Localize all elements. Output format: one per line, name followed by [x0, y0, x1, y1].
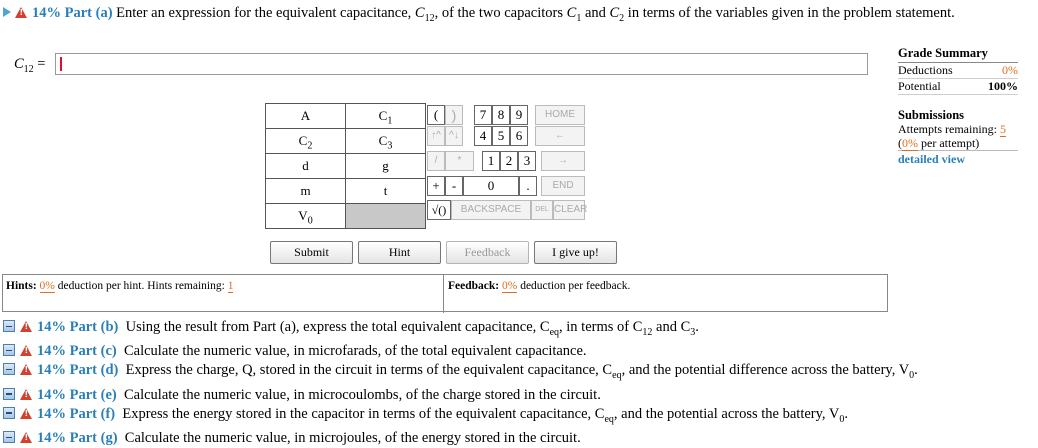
var-c2-key[interactable]: $C_2$ — [266, 129, 345, 153]
open-paren-key[interactable]: ( — [427, 105, 445, 125]
submissions-title: Submissions — [898, 108, 965, 122]
feedback-button[interactable]: Feedback — [446, 241, 529, 264]
key-1[interactable]: 1 — [482, 151, 500, 171]
collapse-box-icon[interactable] — [3, 431, 15, 443]
warning-icon — [20, 364, 32, 375]
plus-key[interactable]: + — [427, 176, 445, 196]
divide-key[interactable]: / — [427, 151, 445, 171]
part-d-row[interactable]: !14% Part (d) Express the charge, Q, stored in the circuit in terms of the equivalent capacitance, $C_{eq}$, and the potential difference across the battery, $V_0$. — [3, 361, 1033, 385]
potential-label: Potential — [898, 79, 941, 93]
c1-subscript: 1 — [576, 12, 582, 24]
part-a-label: Part (a) — [64, 5, 113, 21]
per-attempt-value: 0% — [902, 136, 918, 150]
other-parts-list — [3, 318, 1033, 448]
var-t-key[interactable]: t — [346, 179, 425, 203]
potential-row — [898, 79, 1018, 95]
feedback-text: deduction per feedback. — [520, 280, 631, 292]
warning-icon — [20, 345, 32, 356]
warning-icon — [15, 7, 27, 18]
var-m-key[interactable]: m — [266, 179, 345, 203]
var-v0-key[interactable]: $V_0$ — [266, 204, 345, 228]
key-8[interactable]: 8 — [492, 105, 510, 125]
part-a-text-2: , of the two capacitors — [434, 5, 564, 21]
answer-label-subscript: 12 — [23, 63, 34, 75]
answer-input[interactable] — [55, 53, 868, 75]
answer-label-symbol: C — [14, 56, 24, 72]
grade-summary — [898, 46, 1018, 95]
deductions-value: 0% — [1002, 63, 1018, 77]
sqrt-key[interactable]: √() — [427, 200, 451, 220]
part-a-text-1: Enter an expression for the equivalent capacitance, — [116, 5, 412, 21]
key-7[interactable]: 7 — [474, 105, 492, 125]
warning-icon — [20, 432, 32, 443]
clear-key[interactable]: CLEAR — [553, 200, 585, 220]
grade-summary-title: Grade Summary — [898, 46, 1018, 63]
del-key[interactable]: DEL — [531, 200, 553, 220]
minus-key[interactable]: - — [445, 176, 463, 196]
submit-button[interactable]: Submit — [270, 241, 353, 264]
key-5[interactable]: 5 — [492, 126, 510, 146]
part-f-row[interactable]: !14% Part (f) Express the energy stored in the capacitor in terms of the equivalent capacitance, $C_{eq}$, and the potential across the battery, $V_0$. — [3, 405, 1033, 429]
attempts-label: Attempts remaining: — [898, 122, 997, 136]
left-arrow-icon[interactable]: ← — [535, 126, 585, 146]
collapse-box-icon[interactable] — [3, 344, 15, 356]
collapse-box-icon[interactable] — [3, 363, 15, 375]
give-up-button[interactable]: I give up! — [534, 241, 617, 264]
collapse-box-icon[interactable] — [3, 320, 15, 332]
key-0[interactable]: 0 — [463, 176, 519, 196]
var-c1-key[interactable]: $C_1$ — [346, 104, 425, 128]
close-paren-key[interactable]: ) — [445, 105, 463, 125]
per-attempt-text: per attempt) — [918, 136, 980, 150]
warning-icon — [20, 408, 32, 419]
divider — [443, 275, 444, 313]
hints-label: Hints: — [6, 280, 37, 292]
feedback-deduction: 0% — [501, 280, 518, 292]
feedback-info — [448, 280, 630, 292]
caret-up-key[interactable]: ↑^ — [427, 126, 445, 146]
part-a-header — [3, 4, 1033, 28]
hint-button[interactable]: Hint — [358, 241, 441, 264]
multiply-key[interactable]: * — [445, 151, 474, 171]
per-attempt — [898, 136, 1018, 150]
answer-label — [14, 56, 45, 75]
part-e-row[interactable]: !14% Part (e) Calculate the numeric value, in microcoulombs, of the charge stored in the circuit. — [3, 386, 1033, 405]
warning-icon — [20, 389, 32, 400]
c2-subscript: 2 — [619, 12, 625, 24]
var-g-key[interactable]: g — [346, 154, 425, 178]
potential-value: 100% — [988, 79, 1018, 93]
right-arrow-icon[interactable]: → — [541, 151, 585, 171]
key-3[interactable]: 3 — [518, 151, 536, 171]
c1-symbol: C — [566, 5, 577, 21]
empty-key — [346, 204, 425, 228]
part-g-row[interactable]: !14% Part (g) Calculate the numeric value, in microjoules, of the energy stored in the circuit. — [3, 429, 1033, 448]
expand-arrow-icon[interactable] — [3, 7, 11, 17]
hints-feedback-bar — [2, 274, 888, 312]
answer-label-equals: = — [33, 56, 46, 72]
dot-key[interactable]: . — [519, 176, 537, 196]
collapse-box-icon[interactable] — [3, 407, 15, 419]
c12-subscript: 12 — [424, 12, 435, 24]
part-a-text-4: in terms of the variables given in the problem statement. — [627, 5, 955, 21]
part-b-row[interactable]: !14% Part (b) Using the result from Part (a), express the total equivalent capacitance, $C_{eq}$, in terms of $C_{12}$ and $C_3$. — [3, 318, 1033, 342]
variable-grid — [265, 103, 426, 229]
backspace-key[interactable]: BACKSPACE — [451, 200, 531, 220]
hints-text: deduction per hint. Hints remaining: — [57, 280, 225, 292]
collapse-box-icon[interactable] — [3, 388, 15, 400]
feedback-label: Feedback: — [448, 280, 500, 292]
hints-info — [6, 280, 233, 292]
detailed-view-link[interactable]: detailed view — [898, 150, 1018, 166]
part-c-row[interactable]: !14% Part (c) Calculate the numeric value, in microfarads, of the total equivalent capacitance. — [3, 342, 1033, 361]
key-4[interactable]: 4 — [474, 126, 492, 146]
part-a-percent: 14% — [32, 5, 61, 21]
var-c3-key[interactable]: $C_3$ — [346, 129, 425, 153]
hints-remaining: 1 — [227, 280, 234, 292]
warning-icon — [20, 321, 32, 332]
key-6[interactable]: 6 — [510, 126, 528, 146]
caret-down-key[interactable]: ^↓ — [445, 126, 463, 146]
submissions-panel — [898, 108, 1018, 166]
home-key[interactable]: HOME — [535, 105, 585, 125]
c2-symbol: C — [609, 5, 620, 21]
part-a-text-3: and — [584, 5, 606, 21]
c12-symbol: C — [414, 5, 425, 21]
attempts-remaining — [898, 122, 1018, 136]
deductions-row — [898, 63, 1018, 79]
per-attempt-open: ( — [898, 136, 902, 150]
key-2[interactable]: 2 — [500, 151, 518, 171]
text-caret — [60, 57, 62, 71]
deductions-label: Deductions — [898, 63, 953, 77]
var-d-key[interactable]: d — [266, 154, 345, 178]
var-a-key[interactable]: A — [266, 104, 345, 128]
key-9[interactable]: 9 — [510, 105, 528, 125]
end-key[interactable]: END — [541, 176, 585, 196]
number-pad — [427, 103, 617, 225]
attempts-value: 5 — [999, 122, 1006, 136]
hints-deduction: 0% — [39, 280, 55, 292]
